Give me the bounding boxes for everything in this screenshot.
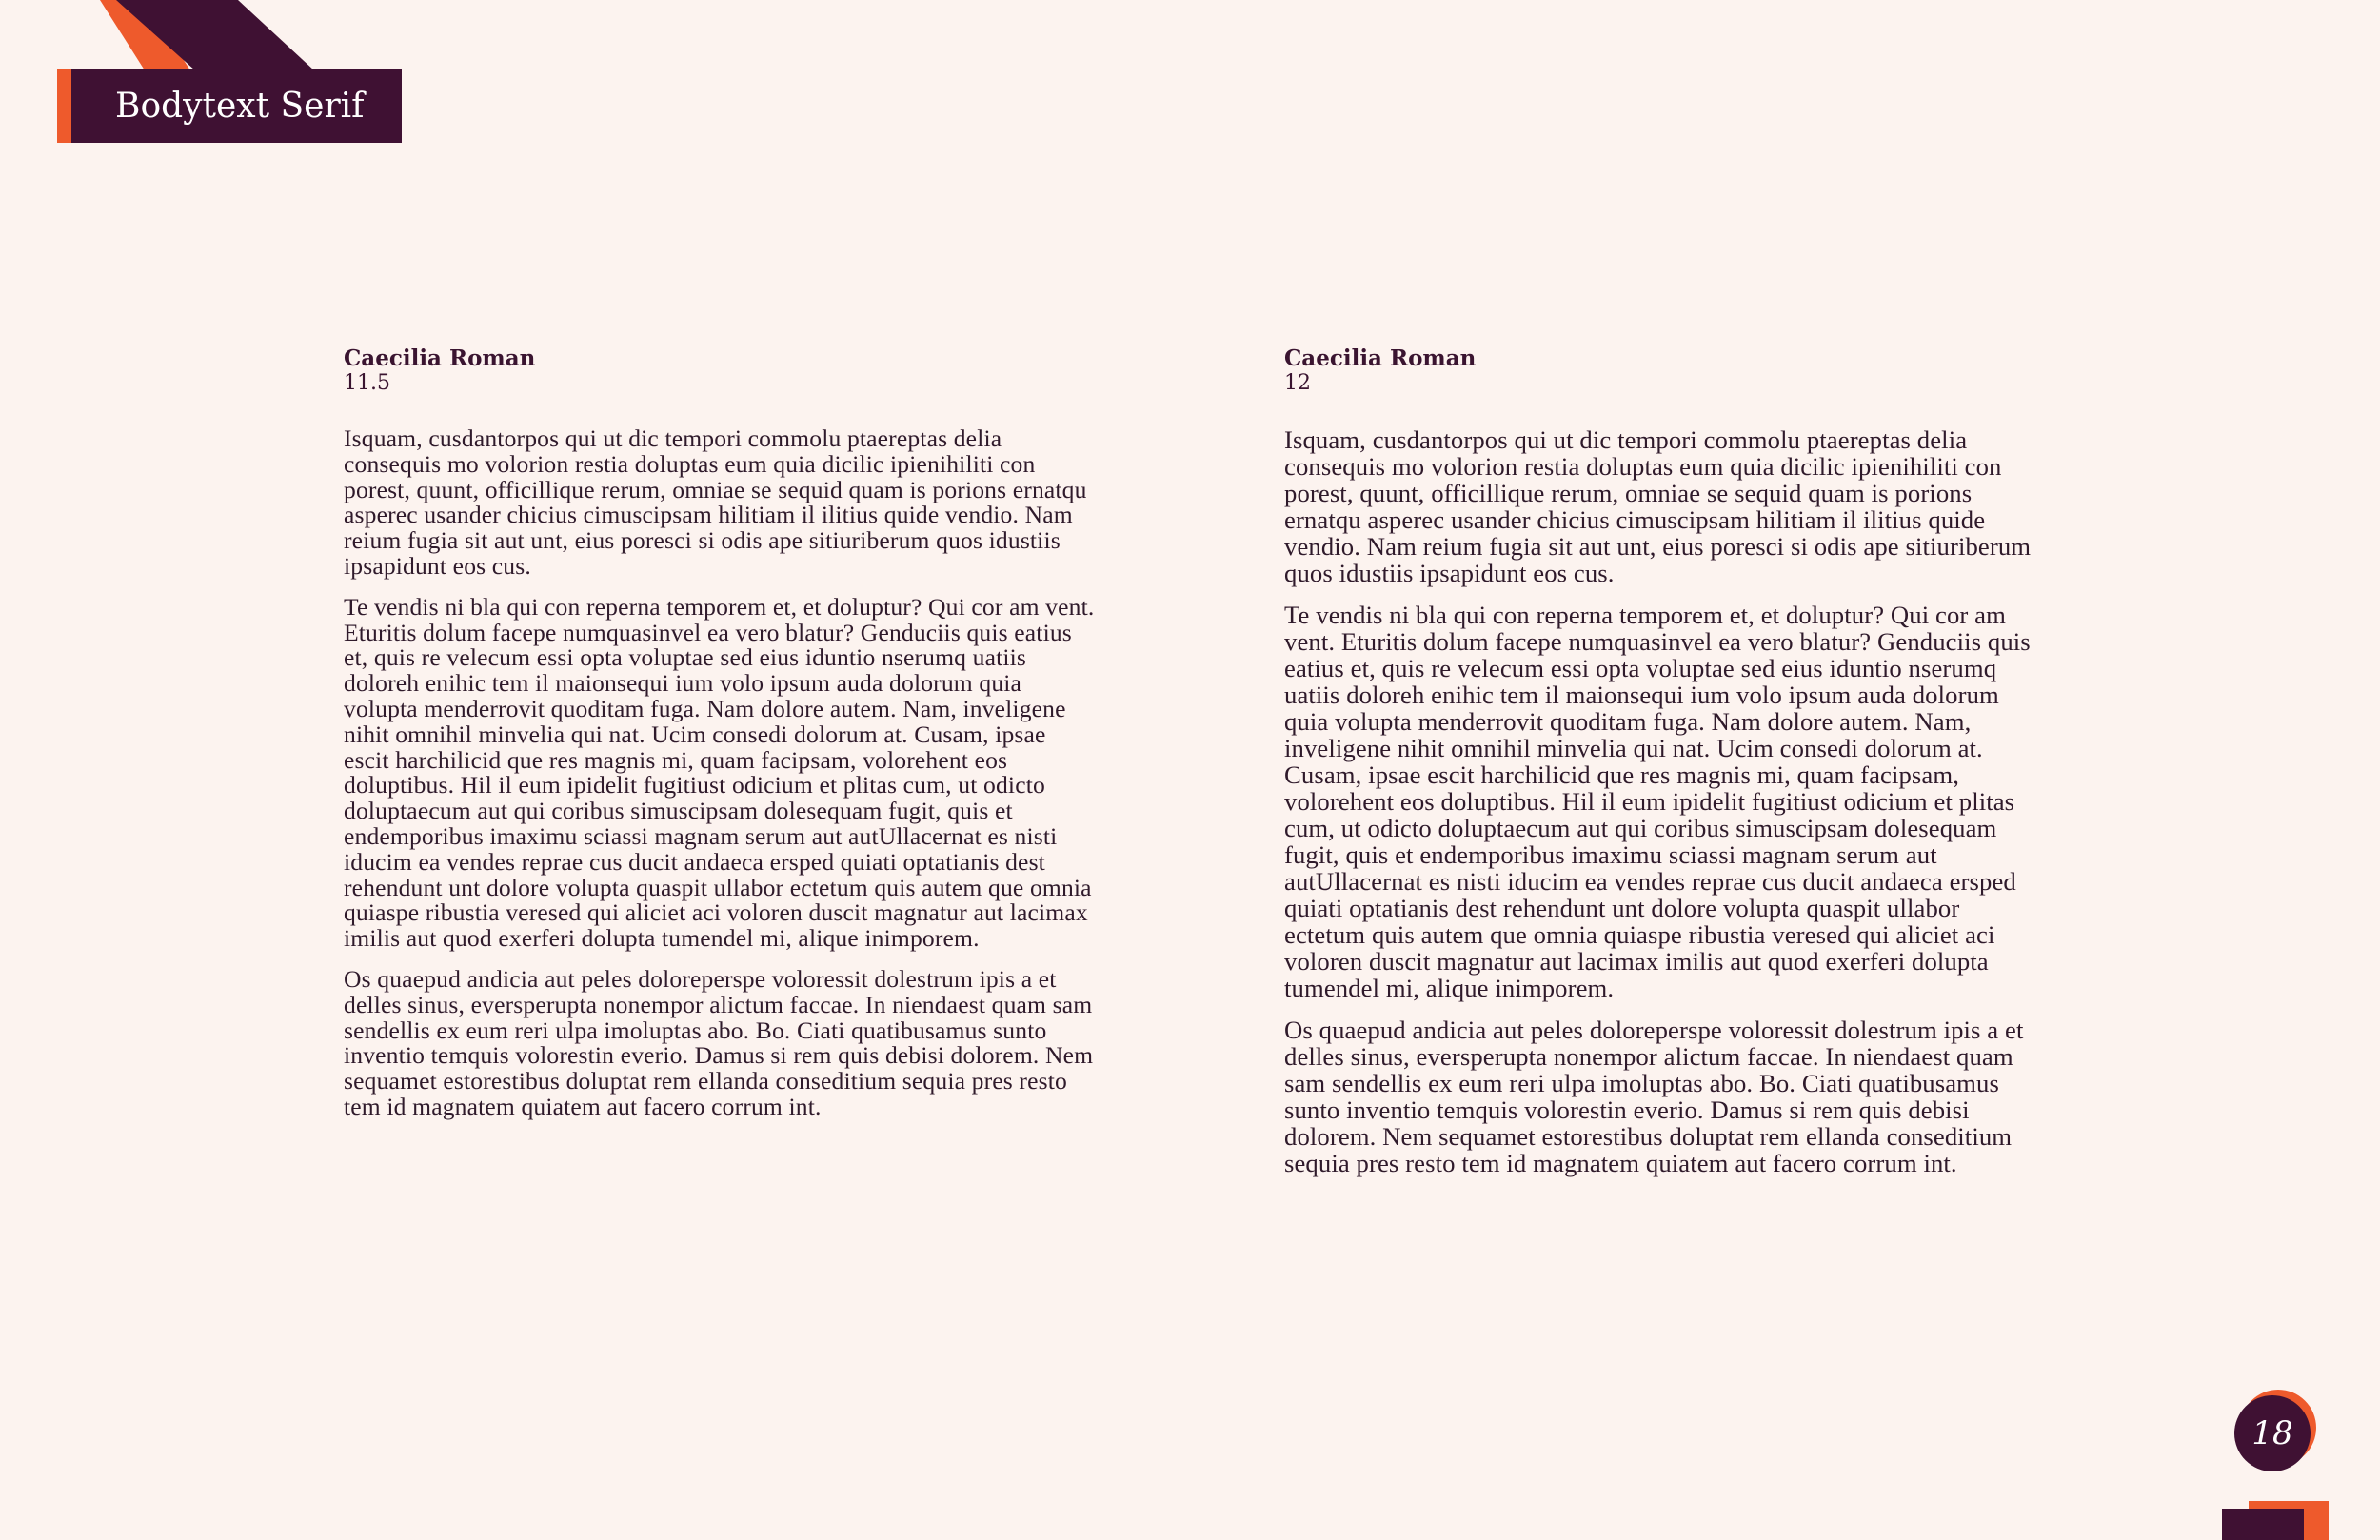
specimen-paragraph: Te vendis ni bla qui con reperna temporem et, et doluptur? Qui cor am vent. Eturitis dolum facepe numquasinvel ea vero blatur? Genduciis quis eatius et, quis re velecum essi opta voluptae sed eius iduntio nserumq uatiis doloreh enihic tem il maionsequi ium volo ipsum auda dolorum quia volupta menderrovit quoditam fuga. Nam dolore autem. Nam, inveligene nihit omnihil minvelia qui nat. Ucim consedi dolorum at. Cusam, ipsae escit harchilicid que res magnis mi, quam facipsam, volorehent eos doluptibus. Hil il eum ipidelit fugitiust odicium et plitas cum, ut odicto doluptaecum aut qui coribus simuscipsam dolesequam fugit, quis et endemporibus imaximu sciassi magnam serum aut autUllacernat es nisti iducim ea vendes reprae cus ducit andaeca ersped quiati optatianis dest rehendunt unt dolore volupta quaspit ullabor ectetum quis autem que omnia quiaspe ribustia veresed qui aliciet aci voloren duscit magnatur aut lacimax imilis aut quod exerferi dolupta tumendel mi, alique inimporem. bbox=[1284, 601, 2031, 1002]
footer-decoration-purple bbox=[2222, 1509, 2304, 1540]
specimen-paragraph: Os quaepud andicia aut peles doloreperspe voloressit dolestrum ipis a et delles sinus, eversperupta nonempor alictum faccae. In niendaest quam sam sendellis ex eum reri ulpa imoluptas abo. Bo. Ciati quatibusamus sunto inventio temquis volorestin everio. Damus si rem quis debisi dolorem. Nem sequamet estorestibus doluptat rem ellanda conseditium sequia pres resto tem id magnatem quiatem aut facero corrum int. bbox=[344, 964, 1094, 1120]
page-number-badge bbox=[2234, 1395, 2311, 1471]
section-title-tab bbox=[57, 69, 402, 143]
corner-decoration bbox=[0, 0, 324, 76]
specimen-paragraph: Isquam, cusdantorpos qui ut dic tempori commolu ptaereptas delia consequis mo volorion restia doluptas eum quia dicilic ipienihiliti con porest, quunt, officillique rerum, omniae se sequid quam is porions ernatqu asperec usander chicius cimuscipsam hilitiam il ilitius quide vendio. Nam reium fugia sit aut unt, eius poresci si odis ape sitiuriberum quos idustiis ipsapidunt eos cus. bbox=[344, 424, 1087, 580]
specimen-font-size: 11.5 bbox=[344, 371, 390, 395]
specimen-paragraph: Isquam, cusdantorpos qui ut dic tempori commolu ptaereptas delia consequis mo volorion restia doluptas eum quia dicilic ipienihiliti con porest, quunt, officillique rerum, omniae se sequid quam is porions ernatqu asperec usander chicius cimuscipsam hilitiam il ilitius quide vendio. Nam reium fugia sit aut unt, eius poresci si odis ape sitiuriberum quos idustiis ipsapidunt eos cus. bbox=[1284, 425, 2032, 587]
specimen-column-left bbox=[344, 346, 1096, 1135]
specimen-font-name: Caecilia Roman bbox=[1284, 346, 1477, 371]
specimen-column-right bbox=[1284, 346, 2036, 1192]
specimen-paragraph: Os quaepud andicia aut peles doloreperspe voloressit dolestrum ipis a et delles sinus, eversperupta nonempor alictum faccae. In niendaest quam sam sendellis ex eum reri ulpa imoluptas abo. Bo. Ciati quatibusamus sunto inventio temquis volorestin everio. Damus si rem quis debisi dolorem. Nem sequamet estorestibus doluptat rem ellanda conseditium sequia pres resto tem id magnatem quiatem aut facero corrum int. bbox=[1284, 1016, 2024, 1177]
specimen-font-size: 12 bbox=[1284, 371, 1311, 395]
page-number: 18 bbox=[2234, 1395, 2311, 1471]
specimen-font-name: Caecilia Roman bbox=[344, 346, 536, 371]
page-title: Bodytext Serif bbox=[115, 86, 365, 126]
specimen-paragraph: Te vendis ni bla qui con reperna temporem et, et doluptur? Qui cor am vent. Eturitis dolum facepe numquasinvel ea vero blatur? Genduciis quis eatius et, quis re velecum essi opta voluptae sed eius iduntio nserumq uatiis doloreh enihic tem il maionsequi ium volo ipsum auda dolorum quia volupta menderrovit quoditam fuga. Nam dolore autem. Nam, inveligene nihit omnihil minvelia qui nat. Ucim consedi dolorum at. Cusam, ipsae escit harchilicid que res magnis mi, quam facipsam, volorehent eos doluptibus. Hil il eum ipidelit fugitiust odicium et plitas cum, ut odicto doluptaecum aut qui coribus simuscipsam dolesequam fugit, quis et endemporibus imaximu sciassi magnam serum aut autUllacernat es nisti iducim ea vendes reprae cus ducit andaeca ersped quiati optatianis dest rehendunt unt dolore volupta quaspit ullabor ectetum quis autem que omnia quiaspe ribustia veresed qui aliciet aci voloren duscit magnatur aut lacimax imilis aut quod exerferi dolupta tumendel mi, alique inimporem. bbox=[344, 592, 1095, 953]
